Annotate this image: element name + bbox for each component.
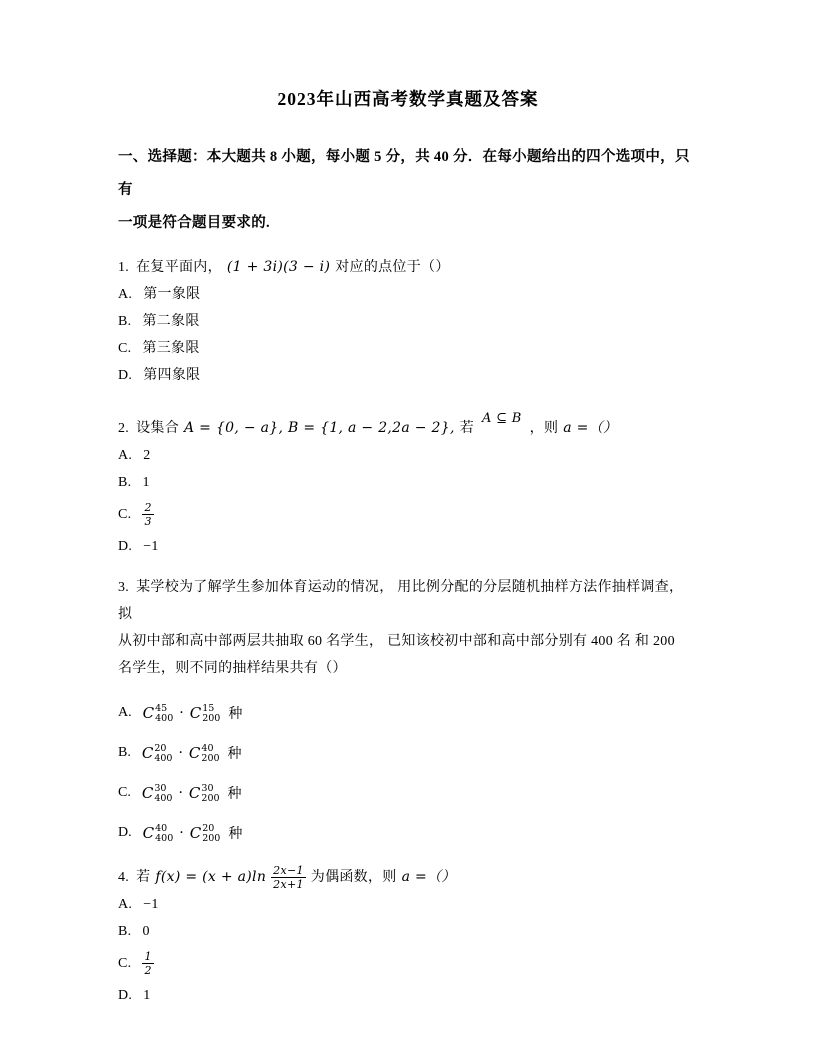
question-3-number: 3. (118, 580, 130, 595)
question-3 (118, 574, 698, 846)
question-2-option-b (118, 469, 698, 496)
option-label: C. (118, 341, 132, 356)
inline-math-eq: a =（） (401, 869, 456, 885)
question-2-stem (118, 411, 698, 442)
combination-subscript: 200 (202, 833, 221, 844)
combination-symbol (189, 743, 220, 763)
option-text: 1 (143, 988, 151, 1003)
combination-letter: C (141, 784, 154, 802)
question-1-option-b (118, 308, 698, 335)
option-suffix: 种 (228, 707, 243, 722)
option-label: D. (118, 988, 133, 1003)
combination-letter: C (142, 704, 155, 722)
question-3-option-c (118, 780, 698, 806)
combination-superscript: 45 (155, 703, 168, 714)
question-3-stem-line2: 从初中部和高中部两层共抽取 60 名学生， 已知该校初中部和高中部分别有 400 名 和 200 (118, 634, 675, 649)
question-3-text: 某学校为了解学生参加体育运动的情况， 用比例分配的分层随机抽样方法作抽样调查， 拟 (118, 580, 684, 622)
fraction (271, 864, 306, 891)
combination-superscript: 15 (202, 703, 215, 714)
option-text: 1 (142, 475, 150, 490)
option-text: 第四象限 (143, 368, 201, 383)
fraction-denominator: 3 (144, 515, 152, 528)
combination-symbol (142, 783, 173, 803)
combination-symbol (189, 783, 220, 803)
question-3-option-d (118, 820, 698, 846)
fraction-numerator: 1 (144, 950, 152, 963)
question-3-option-a (118, 700, 698, 726)
question-2-text-if: 若 (459, 421, 475, 436)
option-text: 第一象限 (143, 287, 201, 302)
question-3-stem-line1 (118, 574, 698, 628)
question-4-number: 4. (118, 870, 130, 885)
combination-superscript: 30 (154, 783, 167, 794)
question-4-text: 若 (136, 870, 151, 885)
combination-subscript: 200 (201, 753, 220, 764)
section-heading-line1: 一、选择题：本大题共 8 小题，每小题 5 分，共 40 分．在每小题给出的四个选项中，只有 (118, 149, 690, 198)
question-1 (118, 254, 698, 389)
inline-math-function: f(x) = (x + a)ln (155, 869, 267, 885)
combination-symbol (143, 823, 174, 843)
combination-subscript: 400 (155, 833, 174, 844)
inline-math-sets: A = {0, − a}, B = {1, a − 2,2a − 2}, (184, 420, 455, 436)
fraction-numerator: 2x−1 (273, 864, 304, 877)
option-label: B. (118, 924, 132, 939)
question-2-text-then: ，则 (529, 421, 559, 436)
fraction (142, 501, 153, 528)
fraction (142, 950, 153, 977)
option-label: A. (118, 705, 132, 720)
question-4-option-c (118, 945, 698, 982)
option-text: 第二象限 (142, 314, 200, 329)
option-label: B. (118, 475, 132, 490)
question-1-number: 1. (118, 260, 130, 275)
combination-letter: C (142, 824, 155, 842)
combination-letter: C (188, 784, 201, 802)
section-heading-line2: 一项是符合题目要求的. (118, 215, 270, 231)
combination-subscript: 400 (154, 793, 173, 804)
question-4-text-even: 为偶函数，则 (310, 870, 397, 885)
option-label: C. (118, 785, 131, 800)
combination-superscript: 20 (202, 823, 215, 834)
question-4 (118, 864, 698, 1009)
combination-letter: C (141, 744, 154, 762)
question-1-option-d (118, 362, 698, 389)
question-2-option-d (118, 533, 698, 560)
option-label: D. (118, 825, 132, 840)
question-1-text-suffix: 对应的点位于（） (335, 260, 450, 275)
question-2-text: 设集合 (136, 421, 180, 436)
question-3-option-b (118, 740, 698, 766)
option-label: D. (118, 368, 133, 383)
question-1-text: 在复平面内， (136, 260, 222, 275)
question-1-option-a (118, 281, 698, 308)
combination-subscript: 200 (202, 713, 221, 724)
combination-subscript: 400 (155, 713, 174, 724)
combination-letter: C (188, 744, 201, 762)
option-text: 2 (143, 448, 151, 463)
combination-letter: C (189, 704, 202, 722)
question-4-option-d (118, 982, 698, 1009)
multiply-dot: · (178, 745, 183, 761)
combination-symbol (190, 823, 221, 843)
multiply-dot: · (179, 705, 184, 721)
option-text: −1 (143, 539, 159, 554)
multiply-dot: · (179, 825, 184, 841)
question-4-option-a (118, 891, 698, 918)
multiply-dot: · (178, 785, 183, 801)
option-text: −1 (143, 897, 159, 912)
option-label: B. (118, 745, 131, 760)
combination-superscript: 40 (201, 743, 214, 754)
option-text: 0 (142, 924, 150, 939)
fraction-denominator: 2 (144, 964, 152, 977)
combination-letter: C (189, 824, 202, 842)
combination-subscript: 400 (154, 753, 173, 764)
inline-math-complex: (1 + 3i)(3 − i) (226, 259, 331, 275)
option-label: B. (118, 314, 132, 329)
fraction-numerator: 2 (144, 501, 152, 514)
option-label: C. (118, 956, 132, 971)
option-label: D. (118, 539, 133, 554)
question-3-stem (118, 574, 698, 682)
combination-subscript: 200 (201, 793, 220, 804)
inline-math-eq: a =（） (563, 420, 618, 436)
combination-superscript: 30 (201, 783, 214, 794)
question-1-stem (118, 254, 698, 281)
fraction-denominator: 2x+1 (273, 878, 304, 891)
question-2 (118, 411, 698, 560)
option-suffix: 种 (227, 787, 242, 802)
combination-symbol (190, 703, 221, 723)
option-label: A. (118, 448, 133, 463)
option-label: A. (118, 897, 133, 912)
option-suffix: 种 (227, 747, 242, 762)
question-1-option-c (118, 335, 698, 362)
combination-superscript: 40 (155, 823, 168, 834)
combination-superscript: 20 (154, 743, 167, 754)
inline-math-subset: A ⊆ B (482, 411, 522, 426)
question-4-stem (118, 864, 698, 891)
question-3-stem-line3: 名学生，则不同的抽样结果共有（） (118, 661, 347, 676)
combination-symbol (142, 743, 173, 763)
option-text: 第三象限 (142, 341, 200, 356)
combination-symbol (143, 703, 174, 723)
option-suffix: 种 (228, 827, 243, 842)
question-2-number: 2. (118, 421, 130, 436)
question-4-option-b (118, 918, 698, 945)
option-label: A. (118, 287, 133, 302)
page-title: 2023年山西高考数学真题及答案 (277, 89, 539, 109)
question-2-option-a (118, 442, 698, 469)
option-label: C. (118, 507, 132, 522)
question-2-option-c (118, 496, 698, 533)
